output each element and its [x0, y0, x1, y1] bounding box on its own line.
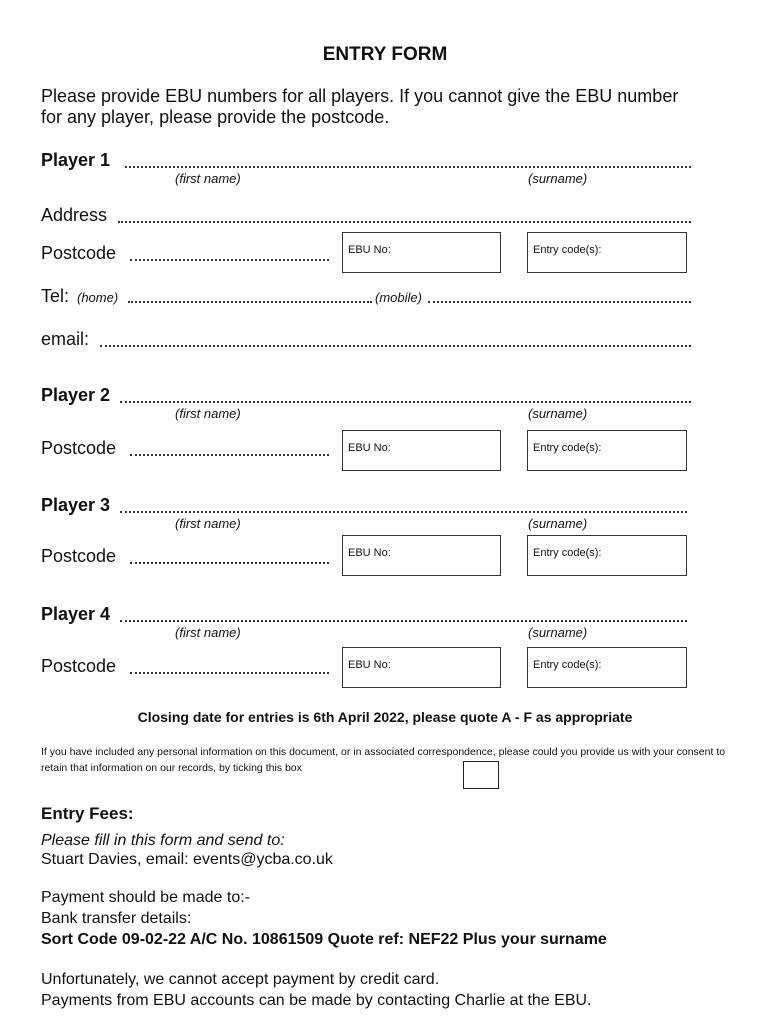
intro-text: Please provide EBU numbers for all players. If you cannot give the EBU number for any player, please provide the postcode. — [41, 86, 679, 127]
player-4-surname-hint: (surname) — [528, 625, 588, 640]
consent-text: If you have included any personal information on this document, or in associated correspondence, please could you provide us with your consent to retain that information on our records, by ticking this box — [41, 746, 726, 774]
player-4-postcode-field[interactable] — [130, 672, 329, 674]
sort-code-text: Sort Code 09-02-22 A/C No. 10861509 Quote ref: NEF22 Plus your surname — [41, 931, 607, 948]
mobile-phone-field[interactable] — [428, 301, 691, 303]
tel-label: Tel: — [41, 286, 70, 306]
player-2-surname-hint: (surname) — [528, 406, 588, 421]
player-2-postcode-label: Postcode — [41, 438, 117, 458]
player-3-surname-hint: (surname) — [528, 516, 588, 531]
player-3-ebu-box[interactable] — [342, 535, 501, 576]
entry-code-label: Entry code(s): — [533, 244, 602, 256]
entry-fees-heading: Entry Fees: — [41, 804, 134, 823]
payment-text: Payment should be made to:- — [41, 889, 251, 906]
ebu-accounts-text: Payments from EBU accounts can be made by contacting Charlie at the EBU. — [41, 992, 592, 1009]
send-to-text: Please fill in this form and send to: — [41, 832, 285, 849]
player-2-first-name-hint: (first name) — [175, 406, 241, 421]
no-credit-card-text: Unfortunately, we cannot accept payment by credit card. — [41, 971, 440, 988]
player-3-postcode-field[interactable] — [130, 562, 329, 564]
player-3-entry-code-box[interactable] — [527, 535, 687, 576]
bank-transfer-text: Bank transfer details: — [41, 910, 192, 927]
ebu-no-label: EBU No: — [348, 547, 391, 559]
address-field[interactable] — [118, 221, 691, 223]
player-3-name-field[interactable] — [120, 511, 687, 513]
player-2-label: Player 2 — [41, 385, 111, 405]
entry-code-label: Entry code(s): — [533, 442, 602, 454]
player-1-entry-code-box[interactable] — [527, 232, 687, 273]
player-2-entry-code-box[interactable] — [527, 430, 687, 471]
player-1-postcode-field[interactable] — [130, 259, 329, 261]
closing-date-notice: Closing date for entries is 6th April 2022, please quote A - F as appropriate — [137, 709, 633, 725]
player-2-ebu-box[interactable] — [342, 430, 501, 471]
player-3-postcode-label: Postcode — [41, 546, 117, 566]
player-4-first-name-hint: (first name) — [175, 625, 241, 640]
entry-code-label: Entry code(s): — [533, 659, 602, 671]
player-1-postcode-label: Postcode — [41, 243, 117, 263]
mobile-hint: (mobile) — [375, 290, 422, 305]
home-hint: (home) — [77, 290, 119, 305]
player-1-label: Player 1 — [41, 150, 111, 170]
player-2-name-field[interactable] — [120, 401, 691, 403]
player-3-first-name-hint: (first name) — [175, 516, 241, 531]
player-1-ebu-box[interactable] — [342, 232, 501, 273]
ebu-no-label: EBU No: — [348, 442, 391, 454]
player-2-postcode-field[interactable] — [130, 454, 329, 456]
email-field[interactable] — [100, 345, 691, 347]
player-3-label: Player 3 — [41, 495, 111, 515]
player-4-ebu-box[interactable] — [342, 647, 501, 688]
player-1-first-name-hint: (first name) — [175, 171, 241, 186]
email-label: email: — [41, 329, 90, 349]
player-4-entry-code-box[interactable] — [527, 647, 687, 688]
player-4-label: Player 4 — [41, 604, 111, 624]
form-title: ENTRY FORM — [322, 44, 448, 65]
ebu-no-label: EBU No: — [348, 659, 391, 671]
player-4-name-field[interactable] — [120, 620, 687, 622]
entry-code-label: Entry code(s): — [533, 547, 602, 559]
consent-checkbox[interactable] — [463, 761, 499, 789]
contact-text: Stuart Davies, email: events@ycba.co.uk — [41, 851, 333, 868]
address-label: Address — [41, 205, 108, 225]
ebu-no-label: EBU No: — [348, 244, 391, 256]
player-1-name-field[interactable] — [125, 166, 691, 168]
player-1-surname-hint: (surname) — [528, 171, 588, 186]
home-phone-field[interactable] — [128, 301, 372, 303]
player-4-postcode-label: Postcode — [41, 656, 117, 676]
